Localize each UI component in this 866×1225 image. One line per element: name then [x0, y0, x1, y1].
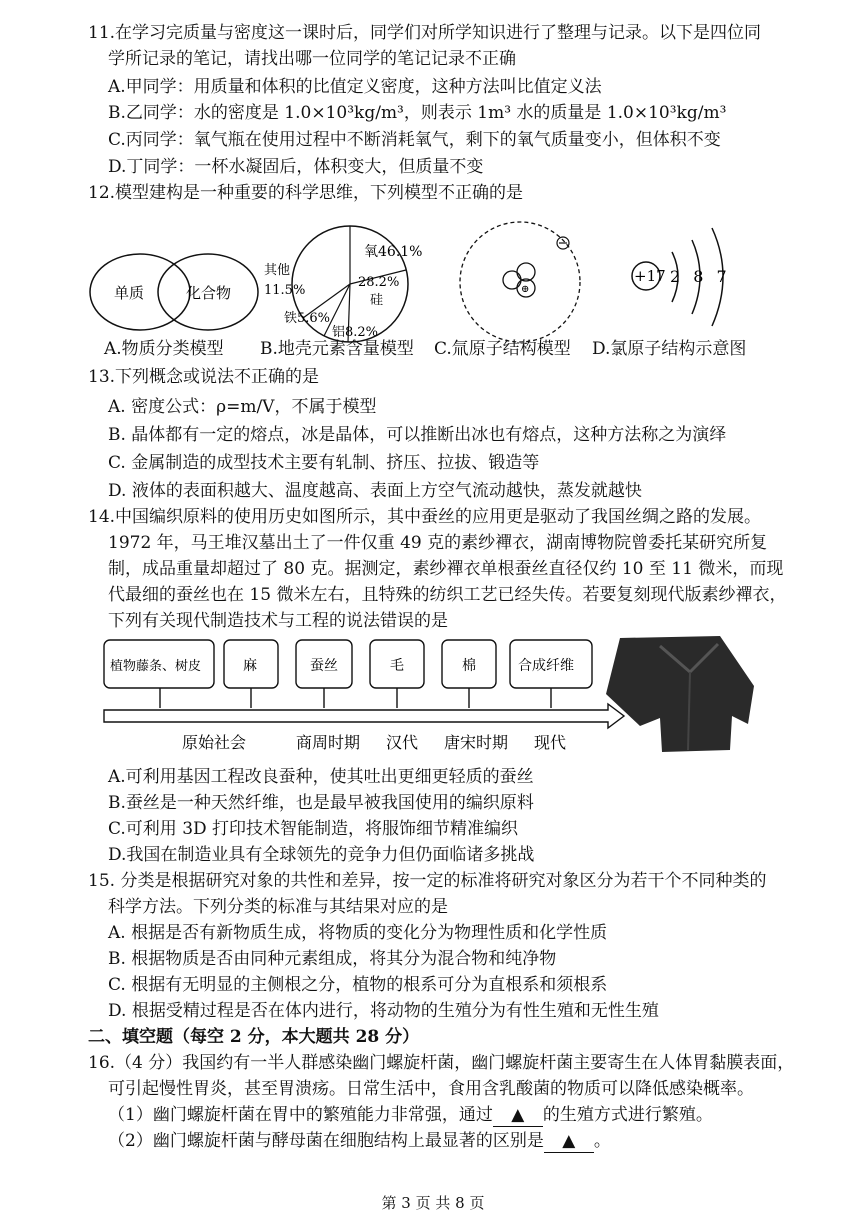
silk-garment-image — [606, 636, 754, 752]
q11-option-a: A.甲同学：用质量和体积的比值定义密度，这种方法叫比值定义法 — [108, 77, 602, 97]
venn-label-compound: 化合物 — [186, 284, 232, 302]
timeline-box-cotton: 棉 — [462, 658, 476, 674]
q15-line2: 科学方法。下列分类的标准与其结果对应的是 — [108, 897, 448, 917]
q12-caption-c: C.氚原子结构模型 — [434, 339, 571, 359]
q16-subq2-suffix: 。 — [593, 1131, 611, 1151]
q16-subq2-blank[interactable]: ▲ — [544, 1130, 594, 1153]
timeline-box-synthetic: 合成纤维 — [518, 658, 574, 674]
q12-caption-b: B.地壳元素含量模型 — [260, 339, 414, 359]
q14-option-d: D.我国在制造业具有全球领先的竞争力但仍面临诸多挑战 — [108, 845, 535, 865]
crust-element-pie — [264, 226, 422, 342]
pie-label-other-pct: 11.5% — [264, 283, 306, 298]
weaving-timeline — [100, 632, 760, 760]
q12-caption-a: A.物质分类模型 — [104, 339, 224, 359]
era-han: 汉代 — [386, 733, 419, 752]
q15-option-d: D. 根据受精过程是否在体内进行，将动物的生殖分为有性生殖和无性生殖 — [108, 1001, 659, 1021]
q16-subq1 — [108, 1104, 713, 1127]
q14-option-c: C.可利用 3D 打印技术智能制造，将服饰细节精准编织 — [108, 819, 519, 839]
q14-option-a: A.可利用基因工程改良蚕种，使其吐出更细更轻质的蚕丝 — [108, 767, 534, 787]
q11-stem-line2: 学所记录的笔记，请找出哪一位同学的笔记记录不正确 — [108, 49, 516, 69]
q15-option-c: C. 根据有无明显的主侧根之分，植物的根系可分为直根系和须根系 — [108, 975, 608, 995]
timeline-box-wool: 毛 — [390, 658, 404, 674]
chlorine-shells: 2 8 7 — [670, 267, 731, 286]
pie-label-other: 其他 — [264, 263, 291, 278]
q16-subq1-blank[interactable]: ▲ — [493, 1104, 543, 1127]
q13-option-b: B. 晶体都有一定的熔点，冰是晶体，可以推断出冰也有熔点，这种方法称之为演绎 — [108, 425, 727, 445]
q14-line4: 代最细的蚕丝也在 15 微米左右，且特殊的纺织工艺已经失传。若要复刻现代版素纱襌衣， — [108, 585, 787, 605]
q15-option-a: A. 根据是否有新物质生成，将物质的变化分为物理性质和化学性质 — [108, 923, 608, 943]
q16-subq1-suffix: 的生殖方式进行繁殖。 — [542, 1105, 713, 1125]
pie-label-iron: 铁5.6% — [284, 311, 331, 326]
era-primitive: 原始社会 — [182, 733, 247, 752]
svg-text:⊕: ⊕ — [521, 284, 530, 295]
q14-line1: 14.中国编织原料的使用历史如图所示，其中蚕丝的应用更是驱动了我国丝绸之路的发展。 — [88, 507, 762, 527]
pie-label-silicon-pct: 28.2% — [358, 275, 400, 290]
chlorine-nucleus: +17 — [634, 267, 666, 285]
tritium-atom-model — [460, 222, 580, 342]
q14-line5: 下列有关现代制造技术与工程的说法错误的是 — [108, 611, 448, 631]
q13-option-a: A. 密度公式：ρ=m/V，不属于模型 — [108, 397, 377, 417]
timeline-box-hemp: 麻 — [243, 658, 257, 674]
era-shang-zhou: 商周时期 — [296, 733, 361, 752]
era-modern: 现代 — [534, 733, 567, 752]
venn-diagram — [90, 254, 258, 330]
q14-line3: 制，成品重量却超过了 80 克。据测定，素纱襌衣单根蚕丝直径仅约 10 至 11 微米，而现 — [108, 559, 784, 579]
q11-option-b: B.乙同学：水的密度是 1.0×10³kg/m³，则表示 1m³ 水的质量是 1.0×10³kg/m³ — [108, 103, 727, 123]
q11-option-d: D.丁同学：一杯水凝固后，体积变大，但质量不变 — [108, 157, 484, 177]
q16-subq2 — [108, 1130, 611, 1153]
page-footer: 第 3 页 共 8 页 — [381, 1194, 485, 1212]
q13-option-c: C. 金属制造的成型技术主要有轧制、挤压、拉拔、锻造等 — [108, 453, 540, 473]
section-fill-in-title: 二、填空题（每空 2 分，本大题共 28 分） — [88, 1027, 420, 1047]
q16-line1: 16.（4 分）我国约有一半人群感染幽门螺旋杆菌，幽门螺旋杆菌主要寄生在人体胃黏膜表面， — [88, 1053, 795, 1073]
q16-line2: 可引起慢性胃炎，甚至胃溃疡。日常生活中，食用含乳酸菌的物质可以降低感染概率。 — [108, 1079, 754, 1099]
timeline-box-vines: 植物藤条、树皮 — [110, 659, 202, 674]
q11-option-c: C.丙同学：氧气瓶在使用过程中不断消耗氧气，剩下的氧气质量变小，但体积不变 — [108, 130, 721, 150]
timeline-box-silk: 蚕丝 — [310, 658, 338, 674]
venn-label-elemental: 单质 — [114, 284, 145, 302]
chlorine-atom-structure — [632, 228, 731, 326]
q12-caption-d: D.氯原子结构示意图 — [592, 339, 747, 359]
q14-option-b: B.蚕丝是一种天然纤维，也是最早被我国使用的编织原料 — [108, 793, 534, 813]
q16-subq1-prefix: （1）幽门螺旋杆菌在胃中的繁殖能力非常强，通过 — [108, 1105, 493, 1125]
q15-option-b: B. 根据物质是否由同种元素组成，将其分为混合物和纯净物 — [108, 949, 557, 969]
pie-label-silicon: 硅 — [370, 293, 384, 308]
q12-stem: 12.模型建构是一种重要的科学思维，下列模型不正确的是 — [88, 183, 524, 203]
era-tang-song: 唐宋时期 — [444, 733, 509, 752]
pie-label-oxygen: 氧46.1% — [364, 244, 423, 260]
q11-stem-line1: 11.在学习完质量与密度这一课时后，同学们对所学知识进行了整理与记录。以下是四位同 — [88, 23, 762, 43]
q13-option-d: D. 液体的表面积越大、温度越高、表面上方空气流动越快，蒸发就越快 — [108, 481, 642, 501]
q13-stem: 13.下列概念或说法不正确的是 — [88, 367, 320, 387]
q15-line1: 15. 分类是根据研究对象的共性和差异，按一定的标准将研究对象区分为若干个不同种类的 — [88, 871, 767, 891]
pie-label-aluminum: 铝8.2% — [332, 325, 379, 340]
q16-subq2-prefix: （2）幽门螺旋杆菌与酵母菌在细胞结构上最显著的区别是 — [108, 1131, 544, 1151]
q14-line2: 1972 年，马王堆汉墓出土了一件仅重 49 克的素纱襌衣，湖南博物院曾委托某研究所复 — [108, 533, 768, 553]
